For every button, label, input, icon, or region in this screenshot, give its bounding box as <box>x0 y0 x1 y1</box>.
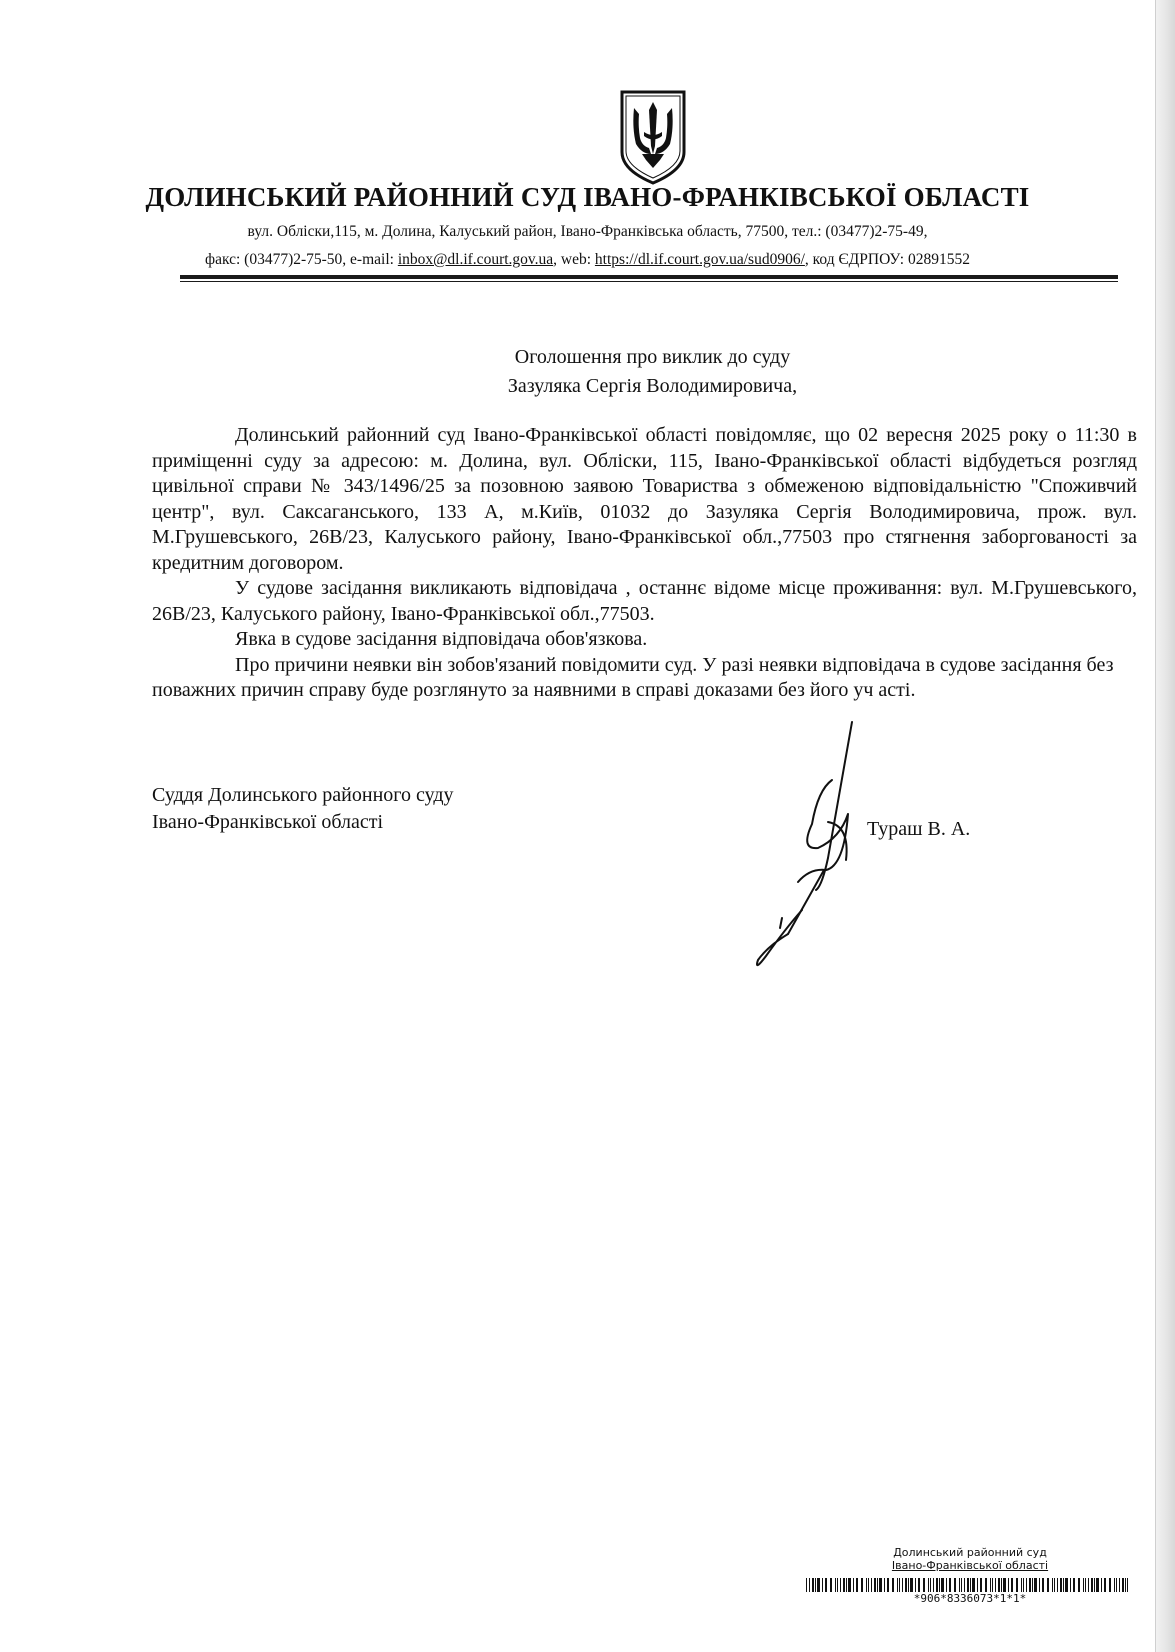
edrpou-code: , код ЄДРПОУ: 02891552 <box>804 251 970 268</box>
barcode-bar <box>941 1578 944 1592</box>
handwritten-signature <box>740 720 920 1010</box>
barcode-bar <box>1122 1578 1124 1592</box>
paragraph-absence-consequences: Про причини неявки він зобов'язаний повідомити суд. У разі неявки відповідача в судове засідання без поважних причин справу буде розглянуто за наявними в справі доказами без його уч асті. <box>152 653 1114 701</box>
barcode-bar <box>866 1578 867 1592</box>
barcode-bar <box>884 1578 885 1592</box>
barcode-bar <box>936 1578 938 1592</box>
barcode <box>806 1578 1128 1592</box>
barcode-bar <box>1052 1578 1053 1592</box>
barcode-bar <box>806 1578 807 1592</box>
barcode-bar <box>905 1578 907 1592</box>
barcode-bar <box>830 1578 832 1592</box>
barcode-bar <box>835 1578 836 1592</box>
email-link[interactable]: inbox@dl.if.court.gov.ua <box>397 251 554 268</box>
barcode-bar <box>902 1578 903 1592</box>
barcode-bar <box>1091 1578 1093 1592</box>
barcode-bar <box>825 1578 827 1592</box>
court-address: вул. Обліски,115, м. Долина, Калуський район, Івано-Франківська область, 77500, тел.: (03477)2-75-49, <box>247 223 928 240</box>
barcode-bar <box>879 1578 882 1592</box>
contacts-prefix: факс: (03477)2-75-50, e-mail: <box>205 251 398 268</box>
barcode-bar <box>928 1578 929 1592</box>
document-body <box>152 423 1137 704</box>
paragraph-mandatory-attendance: Явка в судове засідання відповідача обов'язкова. <box>235 628 648 650</box>
barcode-bar <box>1096 1578 1099 1592</box>
footer-court-line-2: Івано-Франківської області <box>891 1559 1049 1572</box>
footer-stamp <box>800 1546 1140 1572</box>
barcode-bar <box>812 1578 814 1592</box>
header-rule-thin <box>180 281 1118 282</box>
barcode-bar <box>923 1578 925 1592</box>
barcode-bar <box>946 1578 947 1592</box>
barcode-bar <box>1021 1578 1022 1592</box>
barcode-bar <box>930 1578 931 1592</box>
web-link[interactable]: https://dl.if.court.gov.ua/sud0906/ <box>594 251 805 268</box>
barcode-bar <box>1023 1578 1024 1592</box>
barcode-bar <box>861 1578 863 1592</box>
barcode-bar <box>1065 1578 1068 1592</box>
barcode-bar <box>967 1578 969 1592</box>
barcode-bar <box>1060 1578 1062 1592</box>
web-prefix: , web: <box>553 251 595 268</box>
barcode-bar <box>1070 1578 1071 1592</box>
barcode-bar <box>1119 1578 1120 1592</box>
barcode-bar <box>918 1578 920 1592</box>
barcode-bar <box>843 1578 845 1592</box>
barcode-bar <box>908 1578 909 1592</box>
barcode-bar <box>1011 1578 1013 1592</box>
barcode-bar <box>1032 1578 1033 1592</box>
barcode-bar <box>1057 1578 1058 1592</box>
barcode-bar <box>939 1578 940 1592</box>
paragraph-hearing-notice: Долинський районний суд Івано-Франківської області повідомляє, що 02 вересня 2025 року о 11:30 в приміщенні суду за адресою: м. Долина, вул. Обліски, 115, Івано-Франківської області відбудеться розгляд цивільної справи № 343/1496/25 за позовною заявою Товариства з обмеженою відповідальністю "Споживчий центр", вул. Саксаганського, 133 А, м.Київ, 01032 до Зазуляка Сергія Володимировича, прож. вул. М.Грушевського, 26В/23, Калуського району, Івано-Франківської обл.,77503 про стягнення заборгованості за кредитним договором. <box>152 424 1137 574</box>
barcode-bar <box>1109 1578 1111 1592</box>
heading-line-2: Зазуляка Сергія Володимировича, <box>507 375 798 397</box>
barcode-bar <box>1088 1578 1089 1592</box>
barcode-bar <box>964 1578 965 1592</box>
barcode-bar <box>1127 1578 1128 1592</box>
barcode-bar <box>887 1578 889 1592</box>
barcode-bar <box>846 1578 847 1592</box>
barcode-bar <box>915 1578 916 1592</box>
barcode-bar <box>992 1578 993 1592</box>
barcode-bar <box>1094 1578 1095 1592</box>
barcode-bar <box>954 1578 956 1592</box>
barcode-bar <box>877 1578 878 1592</box>
barcode-text: *906*8336073*1*1* <box>913 1592 1027 1605</box>
court-contacts <box>0 251 1175 269</box>
barcode-bar <box>933 1578 934 1592</box>
barcode-bar <box>1104 1578 1106 1592</box>
barcode-bar <box>998 1578 1000 1592</box>
barcode-bar <box>868 1578 869 1592</box>
barcode-bar <box>980 1578 982 1592</box>
barcode-bar <box>1114 1578 1115 1592</box>
barcode-bar <box>848 1578 851 1592</box>
judge-position-line-2: Івано-Франківської області <box>152 811 384 833</box>
barcode-bar <box>1063 1578 1064 1592</box>
barcode-bar <box>977 1578 978 1592</box>
barcode-bar <box>959 1578 960 1592</box>
barcode-bar <box>1073 1578 1075 1592</box>
barcode-bar <box>817 1578 820 1592</box>
court-title: ДОЛИНСЬКИЙ РАЙОННИЙ СУД ІВАНО-ФРАНКІВСЬКОЇ ОБЛАСТІ <box>145 182 1030 212</box>
barcode-bar <box>1116 1578 1117 1592</box>
barcode-bar <box>970 1578 971 1592</box>
barcode-bar <box>853 1578 854 1592</box>
barcode-bar <box>1001 1578 1002 1592</box>
barcode-bar <box>990 1578 991 1592</box>
paragraph-summons: У судове засідання викликають відповідача , останнє відоме місце проживання: вул. М.Грушевського, 26В/23, Калуського району, Івано-Франківської обл.,77503. <box>152 577 1137 625</box>
barcode-bar <box>892 1578 894 1592</box>
barcode-bar <box>809 1578 810 1592</box>
barcode-bar <box>1101 1578 1102 1592</box>
judge-position-line-1: Суддя Долинського районного суду <box>152 784 454 806</box>
heading-line-1: Оголошення про виклик до суду <box>514 346 791 368</box>
scan-edge-shadow <box>1155 0 1175 1652</box>
barcode-bar <box>985 1578 987 1592</box>
barcode-bar <box>961 1578 962 1592</box>
barcode-bar <box>1003 1578 1006 1592</box>
document-heading <box>0 343 1175 401</box>
barcode-bar <box>972 1578 975 1592</box>
barcode-bar <box>815 1578 816 1592</box>
barcode-bar <box>899 1578 900 1592</box>
footer-court-line-1: Долинський районний суд <box>893 1546 1047 1559</box>
barcode-bar <box>1016 1578 1018 1592</box>
scan-edge-line <box>1155 0 1156 1652</box>
trident-emblem-icon <box>618 88 688 186</box>
header-rule-thick <box>180 275 1118 279</box>
barcode-bar <box>1039 1578 1040 1592</box>
barcode-bar <box>1085 1578 1086 1592</box>
barcode-bar <box>1008 1578 1009 1592</box>
barcode-bar <box>837 1578 838 1592</box>
judge-position <box>152 782 454 836</box>
barcode-bar <box>897 1578 898 1592</box>
barcode-bar <box>949 1578 951 1592</box>
barcode-bar <box>1029 1578 1031 1592</box>
barcode-bar <box>1034 1578 1037 1592</box>
judge-name: Тураш В. А. <box>867 818 971 840</box>
barcode-bar <box>822 1578 823 1592</box>
barcode-bar <box>840 1578 841 1592</box>
barcode-bar <box>1083 1578 1084 1592</box>
barcode-bar <box>856 1578 858 1592</box>
barcode-bar <box>1026 1578 1027 1592</box>
barcode-bar <box>1042 1578 1044 1592</box>
barcode-bar <box>1125 1578 1126 1592</box>
barcode-bar <box>1054 1578 1055 1592</box>
barcode-bar <box>995 1578 996 1592</box>
barcode-bar <box>874 1578 876 1592</box>
barcode-bar <box>871 1578 872 1592</box>
barcode-bar <box>1047 1578 1049 1592</box>
barcode-bar <box>1078 1578 1080 1592</box>
barcode-bar <box>910 1578 913 1592</box>
